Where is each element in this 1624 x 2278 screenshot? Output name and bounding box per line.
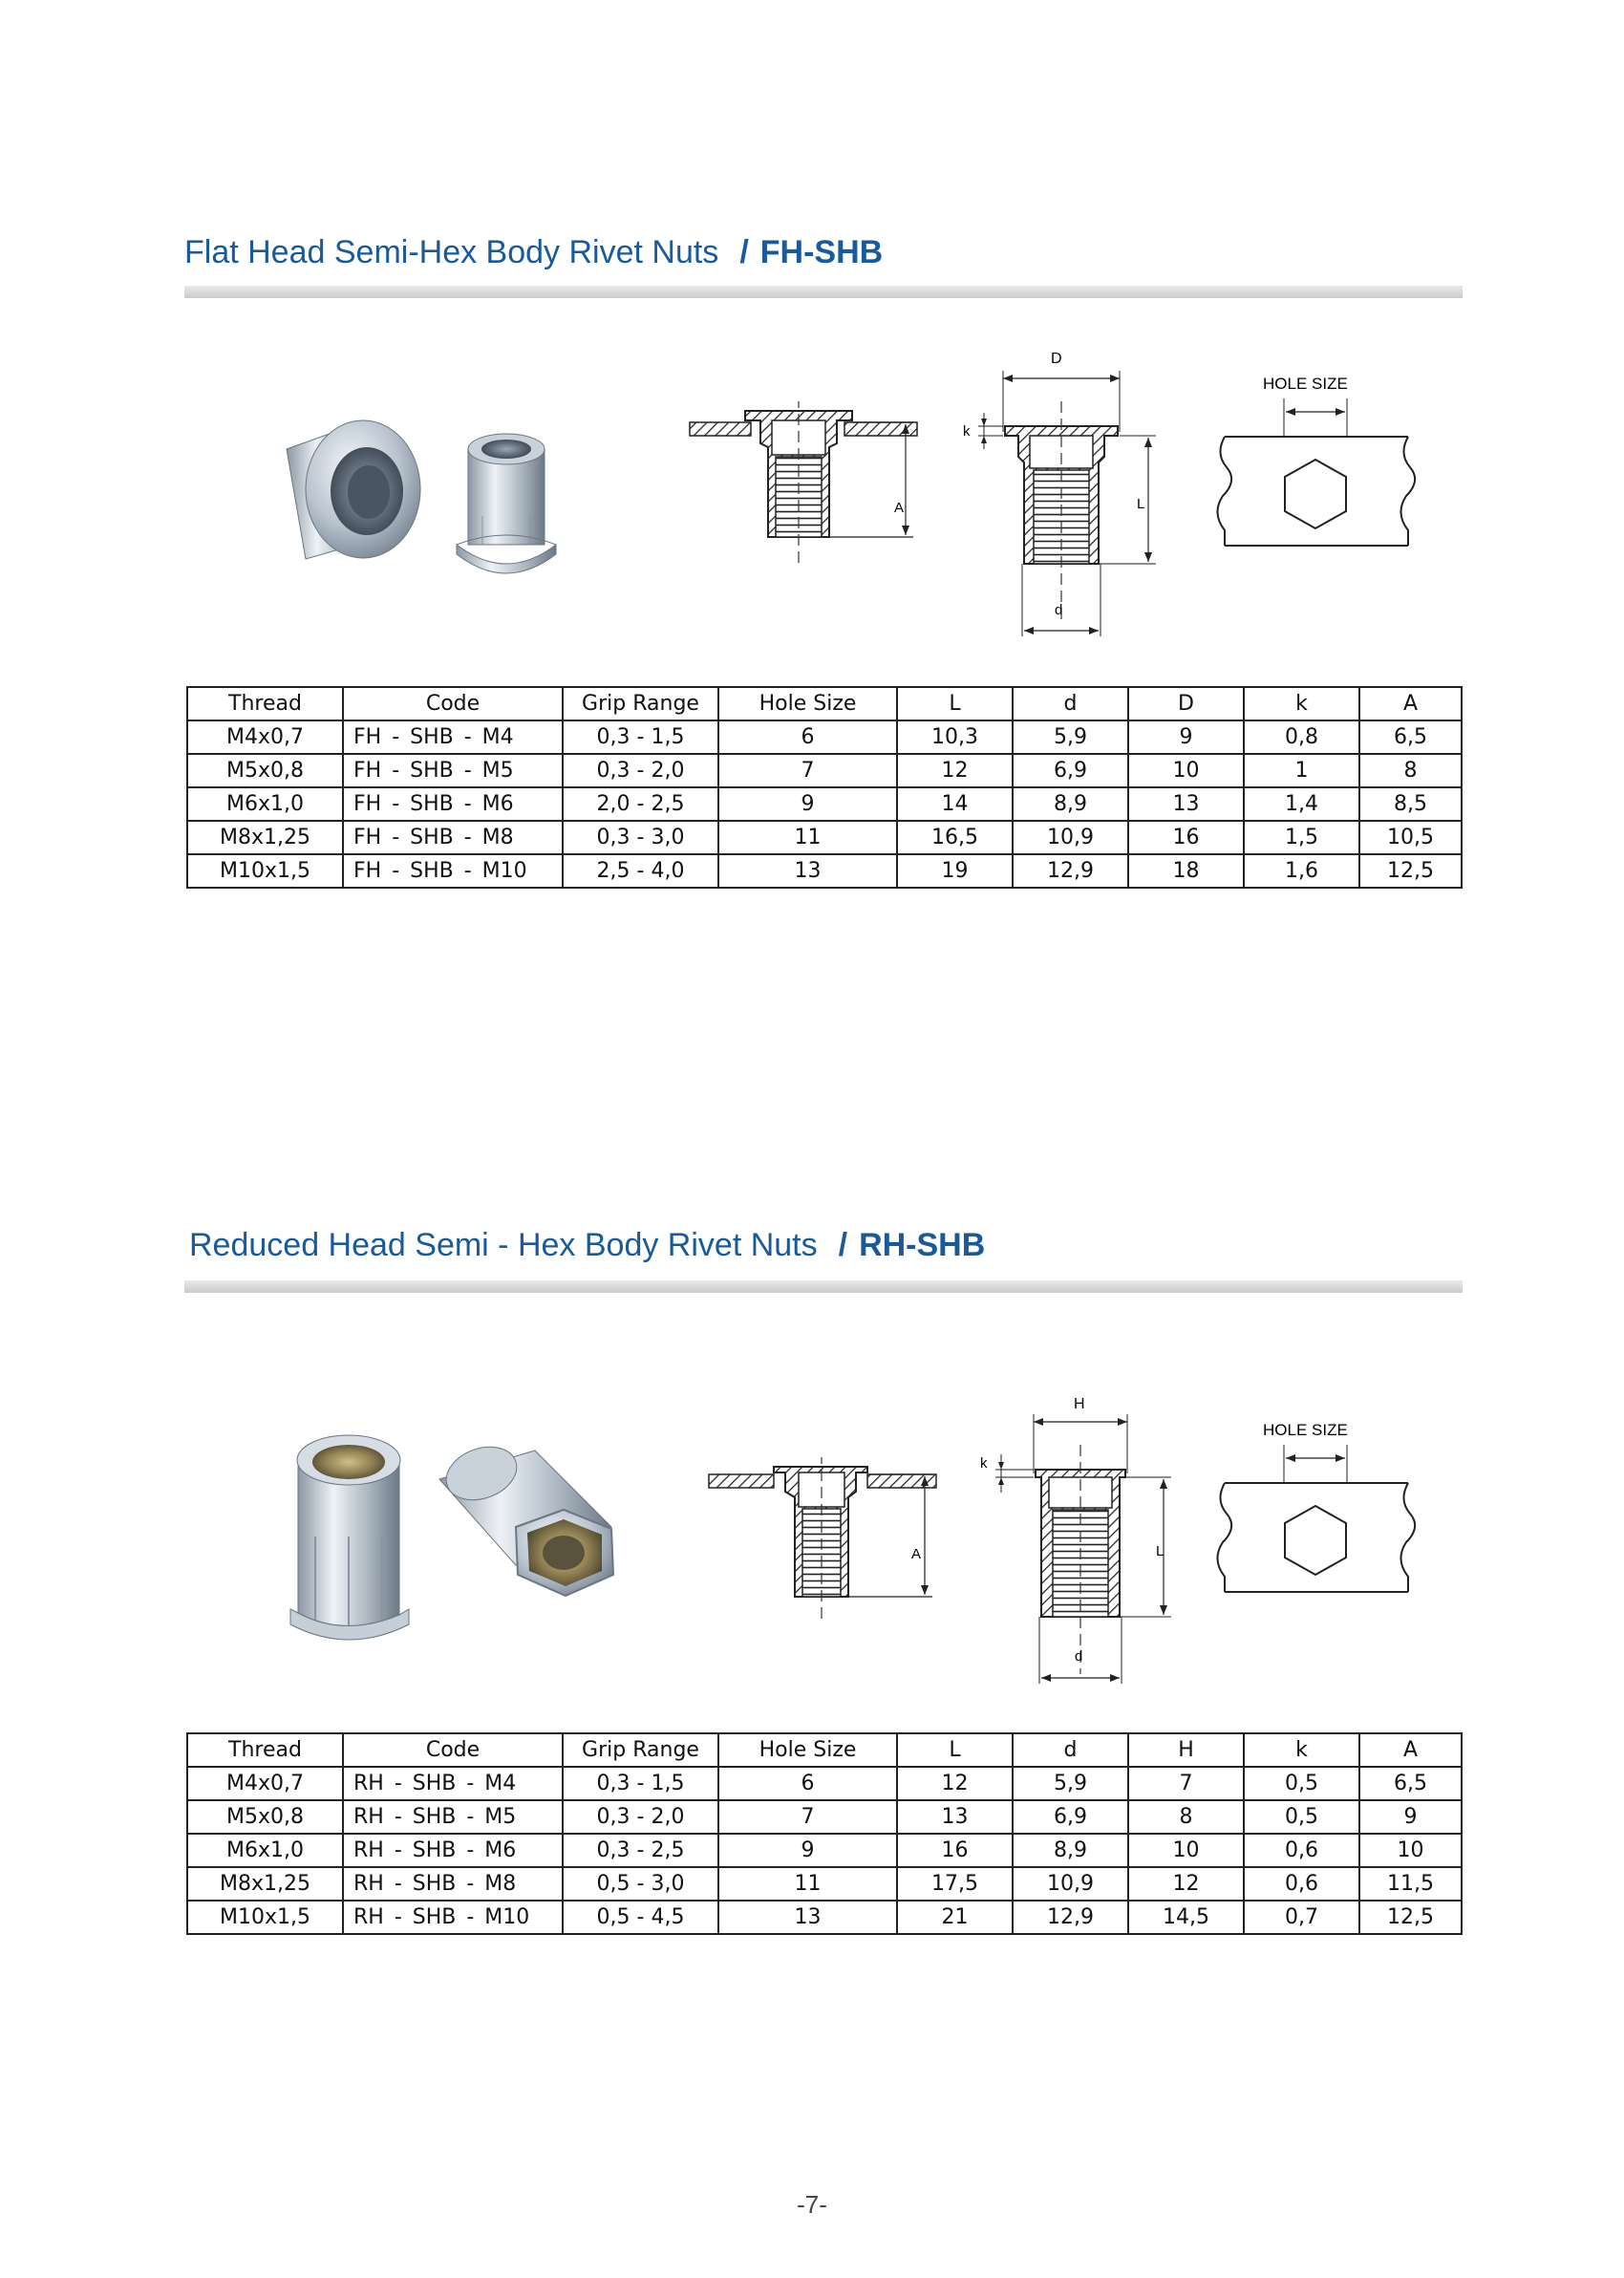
table-cell: M10x1,5: [187, 1901, 343, 1934]
table-cell: 9: [718, 787, 897, 821]
column-header: L: [897, 687, 1013, 720]
page-number: -7-: [797, 2190, 827, 2219]
table-cell: M5x0,8: [187, 754, 343, 787]
table-cell: 5,9: [1013, 720, 1128, 754]
column-header: k: [1244, 1733, 1359, 1767]
table-cell: 14,5: [1128, 1901, 1244, 1934]
table-cell: 16: [1128, 821, 1244, 854]
table-cell: 11: [718, 821, 897, 854]
table-cell: 12,9: [1013, 1901, 1128, 1934]
table-cell: 8,9: [1013, 1834, 1128, 1867]
hole-size-label: HOLE SIZE: [1263, 1421, 1348, 1439]
table-cell: 7: [718, 754, 897, 787]
rh-shb-dimension-diagram: [967, 1387, 1186, 1693]
table-cell: 12: [897, 754, 1013, 787]
section-title-fh-shb: [184, 234, 883, 271]
column-header: d: [1013, 687, 1128, 720]
table-cell: 13: [1128, 787, 1244, 821]
product-code: FH-SHB: [759, 234, 884, 270]
table-cell: 14: [897, 787, 1013, 821]
table-cell: 0,3 - 2,0: [563, 1800, 718, 1834]
table-cell: 8,5: [1359, 787, 1462, 821]
column-header: A: [1359, 687, 1462, 720]
table-cell: 0,6: [1244, 1834, 1359, 1867]
table-cell: M6x1,0: [187, 1834, 343, 1867]
table-cell: 12,5: [1359, 1901, 1462, 1934]
dimension-label-l: L: [1137, 496, 1145, 512]
table-cell: 6,9: [1013, 1800, 1128, 1834]
table-cell: FH - SHB - M10: [343, 854, 563, 888]
table-cell: 13: [897, 1800, 1013, 1834]
table-cell: FH - SHB - M4: [343, 720, 563, 754]
table-cell: 10: [1128, 754, 1244, 787]
fh-shb-dimension-diagram: [955, 344, 1175, 650]
table-cell: 10: [1128, 1834, 1244, 1867]
table-header-row: [187, 687, 1462, 720]
table-row: [187, 754, 1462, 787]
column-header: k: [1244, 687, 1359, 720]
table-header-row: [187, 1733, 1462, 1767]
table-cell: 8,9: [1013, 787, 1128, 821]
table-cell: 10,9: [1013, 821, 1128, 854]
column-header: Code: [343, 687, 563, 720]
table-cell: 6,9: [1013, 754, 1128, 787]
table-cell: RH - SHB - M5: [343, 1800, 563, 1834]
table-cell: 0,6: [1244, 1867, 1359, 1901]
fh-shb-spec-table: [186, 686, 1463, 889]
table-cell: M8x1,25: [187, 1867, 343, 1901]
table-row: [187, 1834, 1462, 1867]
table-cell: 0,5 - 4,5: [563, 1901, 718, 1934]
column-header: Code: [343, 1733, 563, 1767]
section-title-text: Flat Head Semi-Hex Body Rivet Nuts: [184, 234, 719, 270]
dimension-label-d-lower: d: [1075, 1648, 1083, 1665]
column-header: Grip Range: [563, 687, 718, 720]
table-cell: 19: [897, 854, 1013, 888]
table-row: [187, 1800, 1462, 1834]
table-cell: 6: [718, 1767, 897, 1800]
table-row: [187, 787, 1462, 821]
fh-shb-hole-size-diagram: [1213, 368, 1423, 569]
column-header: Grip Range: [563, 1733, 718, 1767]
dimension-label-a: A: [894, 500, 905, 516]
table-cell: 17,5: [897, 1867, 1013, 1901]
table-cell: 0,3 - 1,5: [563, 720, 718, 754]
rh-shb-spec-table: [186, 1732, 1463, 1935]
table-cell: M8x1,25: [187, 821, 343, 854]
dimension-label-l: L: [1156, 1543, 1165, 1559]
column-header: d: [1013, 1733, 1128, 1767]
table-row: [187, 1867, 1462, 1901]
table-cell: 0,3 - 1,5: [563, 1767, 718, 1800]
table-cell: 13: [718, 854, 897, 888]
product-code: RH-SHB: [859, 1227, 986, 1263]
column-header: D: [1128, 687, 1244, 720]
table-cell: 12: [897, 1767, 1013, 1800]
column-header: Thread: [187, 1733, 343, 1767]
table-cell: FH - SHB - M8: [343, 821, 563, 854]
table-cell: 0,5: [1244, 1767, 1359, 1800]
table-cell: M5x0,8: [187, 1800, 343, 1834]
title-separator: /: [739, 234, 749, 270]
table-cell: 11: [718, 1867, 897, 1901]
rh-shb-installed-section-diagram: [703, 1457, 942, 1620]
table-cell: 8: [1128, 1800, 1244, 1834]
table-cell: 0,8: [1244, 720, 1359, 754]
table-cell: 0,5 - 3,0: [563, 1867, 718, 1901]
dimension-label-k: k: [963, 423, 971, 440]
table-cell: 1,4: [1244, 787, 1359, 821]
table-cell: 1,5: [1244, 821, 1359, 854]
table-row: [187, 1767, 1462, 1800]
table-cell: 11,5: [1359, 1867, 1462, 1901]
section-title-text: Reduced Head Semi - Hex Body Rivet Nuts: [189, 1227, 818, 1263]
dimension-label-h: H: [1074, 1396, 1085, 1412]
table-cell: 6,5: [1359, 1767, 1462, 1800]
table-cell: 10,9: [1013, 1867, 1128, 1901]
column-header: Thread: [187, 687, 343, 720]
column-header: H: [1128, 1733, 1244, 1767]
table-row: [187, 720, 1462, 754]
dimension-label-d-upper: D: [1051, 351, 1062, 367]
table-cell: 9: [718, 1834, 897, 1867]
section-title-rh-shb: [189, 1227, 985, 1264]
table-cell: M4x0,7: [187, 720, 343, 754]
table-cell: 12: [1128, 1867, 1244, 1901]
column-header: A: [1359, 1733, 1462, 1767]
fh-shb-installed-section-diagram: [684, 401, 923, 569]
rh-shb-product-photo: [277, 1422, 650, 1670]
table-cell: 12,9: [1013, 854, 1128, 888]
table-cell: 0,3 - 2,5: [563, 1834, 718, 1867]
table-cell: RH - SHB - M8: [343, 1867, 563, 1901]
table-cell: 1,6: [1244, 854, 1359, 888]
table-cell: 7: [718, 1800, 897, 1834]
dimension-label-k: k: [980, 1455, 988, 1472]
table-cell: 8: [1359, 754, 1462, 787]
table-cell: RH - SHB - M4: [343, 1767, 563, 1800]
table-cell: 13: [718, 1901, 897, 1934]
table-cell: M10x1,5: [187, 854, 343, 888]
table-cell: 1: [1244, 754, 1359, 787]
column-header: Hole Size: [718, 1733, 897, 1767]
column-header: L: [897, 1733, 1013, 1767]
table-cell: 7: [1128, 1767, 1244, 1800]
table-row: [187, 821, 1462, 854]
table-cell: 2,5 - 4,0: [563, 854, 718, 888]
table-cell: 16: [897, 1834, 1013, 1867]
table-cell: 5,9: [1013, 1767, 1128, 1800]
table-cell: 0,3 - 3,0: [563, 821, 718, 854]
table-cell: 0,3 - 2,0: [563, 754, 718, 787]
section-divider: [184, 286, 1463, 298]
title-separator: /: [838, 1227, 848, 1263]
table-cell: 0,7: [1244, 1901, 1359, 1934]
table-cell: RH - SHB - M6: [343, 1834, 563, 1867]
dimension-label-d-lower: d: [1055, 602, 1063, 618]
table-cell: FH - SHB - M6: [343, 787, 563, 821]
table-cell: RH - SHB - M10: [343, 1901, 563, 1934]
column-header: Hole Size: [718, 687, 897, 720]
table-cell: 2,0 - 2,5: [563, 787, 718, 821]
table-cell: 9: [1128, 720, 1244, 754]
table-cell: M4x0,7: [187, 1767, 343, 1800]
table-row: [187, 1901, 1462, 1934]
table-cell: 10,3: [897, 720, 1013, 754]
table-cell: 21: [897, 1901, 1013, 1934]
table-cell: 18: [1128, 854, 1244, 888]
table-cell: 0,5: [1244, 1800, 1359, 1834]
fh-shb-product-photo: [267, 401, 611, 592]
section-divider: [184, 1280, 1463, 1293]
table-cell: 10,5: [1359, 821, 1462, 854]
table-cell: FH - SHB - M5: [343, 754, 563, 787]
table-cell: 12,5: [1359, 854, 1462, 888]
table-cell: 9: [1359, 1800, 1462, 1834]
table-row: [187, 854, 1462, 888]
table-cell: M6x1,0: [187, 787, 343, 821]
table-cell: 10: [1359, 1834, 1462, 1867]
hole-size-label: HOLE SIZE: [1263, 375, 1348, 393]
table-cell: 6: [718, 720, 897, 754]
table-cell: 16,5: [897, 821, 1013, 854]
dimension-label-a: A: [911, 1546, 922, 1562]
table-cell: 6,5: [1359, 720, 1462, 754]
rh-shb-hole-size-diagram: [1213, 1414, 1423, 1615]
